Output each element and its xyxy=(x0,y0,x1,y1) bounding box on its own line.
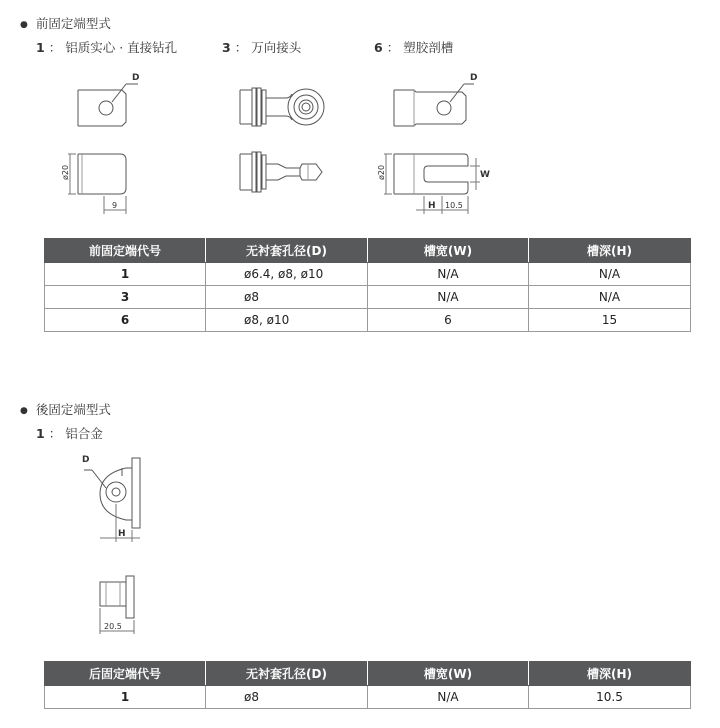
front-type-6: 6 ： 塑胶剖槽 xyxy=(374,40,454,55)
front6-phi20: ø20 xyxy=(377,164,386,180)
front-type6-drawing xyxy=(370,62,500,222)
front6-w-label: W xyxy=(480,170,490,180)
bullet-icon: ● xyxy=(20,20,28,30)
rear-type1-drawing xyxy=(78,448,158,638)
col-header-slot-depth: 槽深(H) xyxy=(529,662,691,686)
col-header-slot-width: 槽宽(W) xyxy=(368,662,529,686)
front6-h-label: H xyxy=(428,201,436,211)
bullet-icon: ● xyxy=(20,406,28,416)
table-header-row xyxy=(45,239,691,263)
front6-dim-105: 10.5 xyxy=(445,201,463,210)
rear-d-label: D xyxy=(82,455,90,465)
col-header-bore: 无衬套孔径(D) xyxy=(206,239,368,263)
col-header-slot-width: 槽宽(W) xyxy=(368,239,529,263)
front-type3-drawing xyxy=(230,80,340,200)
table-row: 6 ø8, ø10 6 15 xyxy=(45,309,691,332)
col-header-code: 后固定端代号 xyxy=(45,662,206,686)
front-type1-drawing xyxy=(60,62,160,222)
front1-d-label: D xyxy=(132,73,140,83)
front-type-3: 3 ： 万向接头 xyxy=(222,40,302,55)
rear-h-label: H xyxy=(118,529,126,539)
front1-dim-9: 9 xyxy=(112,201,118,210)
col-header-code: 前固定端代号 xyxy=(45,239,206,263)
rear-section-heading: ● 後固定端型式 xyxy=(20,402,111,417)
front-section-heading: ● 前固定端型式 xyxy=(20,16,111,31)
table-row: 1 ø6.4, ø8, ø10 N/A N/A xyxy=(45,263,691,286)
table-row: 1 ø8 N/A 10.5 xyxy=(45,686,691,709)
front1-phi20: ø20 xyxy=(61,164,70,180)
front-spec-table xyxy=(44,238,691,332)
rear-type-1: 1 ： 铝合金 xyxy=(36,426,103,441)
rear-dim-205: 20.5 xyxy=(104,622,122,631)
col-header-bore: 无衬套孔径(D) xyxy=(206,662,368,686)
table-row: 3 ø8 N/A N/A xyxy=(45,286,691,309)
table-header-row xyxy=(45,662,691,686)
rear-spec-table xyxy=(44,661,691,709)
col-header-slot-depth: 槽深(H) xyxy=(529,239,691,263)
front6-d-label: D xyxy=(470,73,478,83)
front-type-1: 1 ： 铝质实心 · 直接钻孔 xyxy=(36,40,178,55)
